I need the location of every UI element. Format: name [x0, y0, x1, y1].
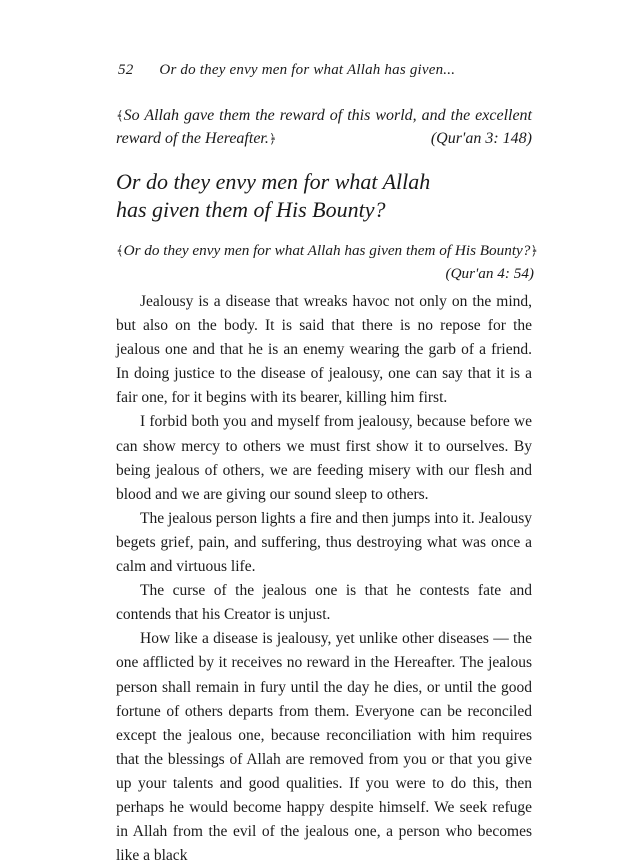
quote2-text: Or do they envy men for what Allah has given them of His Bounty?: [123, 242, 531, 259]
paragraph: How like a disease is jealousy, yet unlike other diseases — the one afflicted by it receives no reward in the Hereafter. The jealous person shall remain in fury until the day he dies, or until the good fortune of others departs from them. Everyone can be reconciled except the jealous one, because reconciliation with him requires that the blessings of Allah are removed from you or that you give up your talents and good qualities. If you were to do this, then perhaps he would become happy despite himself. We seek refuge in Allah from the evil of the jealous one, a person who becomes like a black: [116, 630, 532, 865]
section-heading-line1: Or do they envy men for what Allah: [116, 169, 431, 194]
quote2-reference: (Qur'an 4: 54): [445, 265, 534, 282]
quote-text-line1: So Allah gave them the reward of this world, and the excellent: [123, 107, 532, 124]
quote-close-bracket: ﴿: [268, 131, 277, 146]
quote2-open-bracket: ﴾: [116, 243, 124, 258]
paragraph: Jealousy is a disease that wreaks havoc not only on the mind, but also on the body. It is said that there is no repose for the jealous one and that he is an enemy wearing the garb of a friend. In doing justice to the disease of jealousy, one can say that it is a fair one, for it begins with its bearer, killing him first.: [116, 293, 532, 407]
quran-quote-3-148-line1: [116, 104, 532, 127]
paragraph: The curse of the jealous one is that he contests fate and contends that his Creator is unjust.: [116, 582, 532, 624]
quran-quote-4-54: [116, 239, 539, 262]
quote2-close-bracket: ﴿: [530, 243, 539, 258]
section-heading-line2: has given them of His Bounty?: [116, 197, 386, 222]
quote-text-line2: reward of the Hereafter.: [116, 130, 269, 147]
body-text: [116, 290, 532, 868]
quran-quote-3-148-line2: [116, 127, 532, 150]
paragraph: I forbid both you and myself from jealousy, because before we can show mercy to others we must first show it to ourselves. By being jealous of others, we are feeding misery with our flesh and blood and we are giving our sound sleep to others.: [116, 413, 532, 503]
running-title: Or do they envy men for what Allah has given...: [159, 62, 456, 78]
page-number: 52: [118, 62, 134, 78]
quote-open-bracket: ﴾: [116, 108, 124, 123]
paragraph: The jealous person lights a fire and then jumps into it. Jealousy begets grief, pain, and suffering, thus destroying what was once a calm and virtuous life.: [116, 509, 532, 576]
quote-reference: (Qur'an 3: 148): [430, 130, 532, 147]
section-heading: [116, 168, 536, 224]
running-header: [118, 62, 455, 79]
